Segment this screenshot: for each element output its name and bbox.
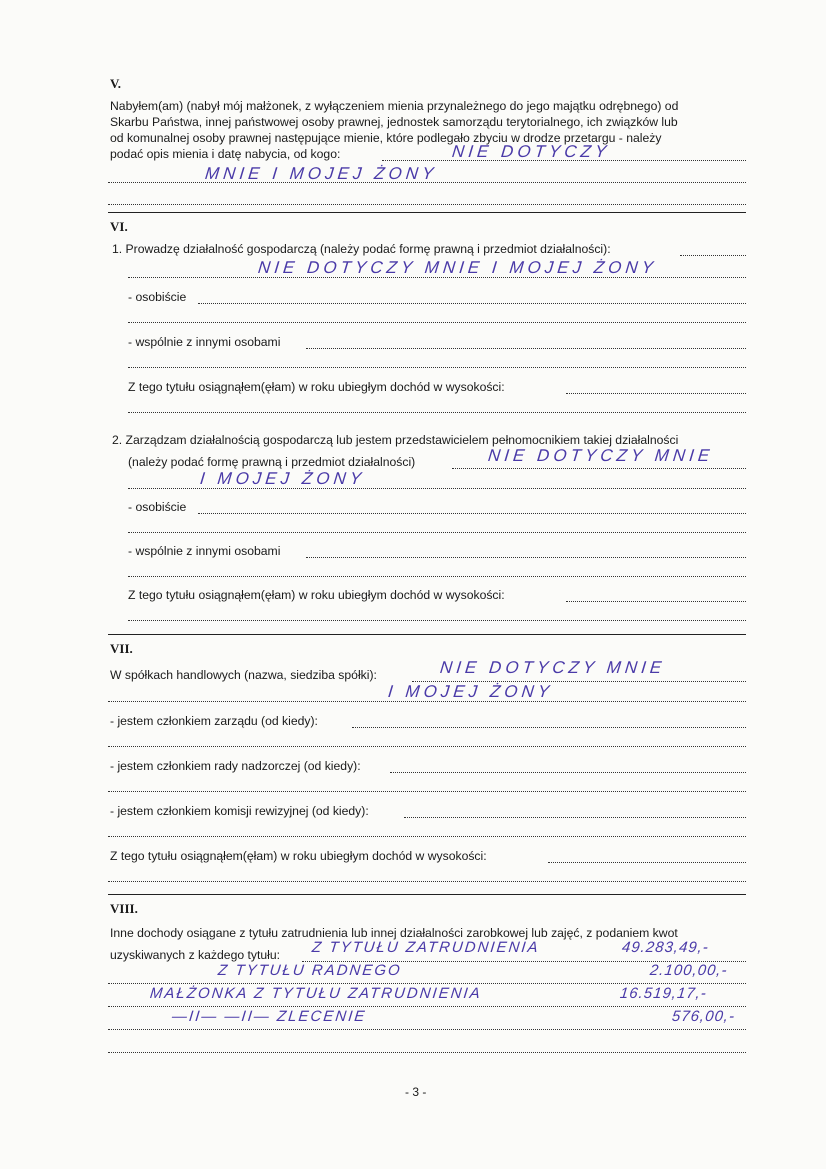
income-description: Z TYTUŁU RADNEGO — [217, 962, 403, 979]
answer-line — [352, 727, 746, 728]
section-divider — [108, 634, 746, 635]
label-income: Z tego tytułu osiągnąłem(ęłam) w roku ubiegłym dochód w wysokości: — [128, 380, 505, 394]
answer-line — [108, 791, 746, 792]
answer-line — [566, 601, 746, 602]
section-v-heading: V. — [110, 76, 121, 91]
answer-line — [198, 303, 746, 304]
section-vi-item-2-line-1: 2. Zarządzam działalnością gospodarczą lub jestem przedstawicielem pełnomocnikiem takiej działalności — [112, 433, 679, 447]
answer-line — [108, 1006, 746, 1007]
answer-line — [128, 620, 746, 621]
answer-line — [548, 862, 746, 863]
income-description: —II— —II— ZLECENIE — [171, 1008, 368, 1025]
answer-line — [108, 881, 746, 882]
label-income: Z tego tytułu osiągnąłem(ęłam) w roku ubiegłym dochód w wysokości: — [128, 588, 505, 602]
handwritten-answer: I MOJEJ ŻONY — [387, 682, 555, 701]
answer-line — [452, 468, 746, 469]
label-companies: W spółkach handlowych (nazwa, siedziba spółki): — [110, 668, 377, 682]
answer-line — [306, 557, 746, 558]
income-amount: 16.519,17,- — [619, 985, 708, 1002]
answer-line — [566, 393, 746, 394]
income-amount: 2.100,00,- — [649, 962, 729, 979]
handwritten-answer: NIE DOTYCZY MNIE — [439, 658, 667, 677]
section-viii-text-2: uzyskiwanych z każdego tytułu: — [110, 948, 281, 962]
answer-line — [108, 1052, 746, 1053]
section-v-text-3: od komunalnej osoby prawnej następujące mienie, które podlegało zbyciu w drodze przetargu - należy — [110, 131, 662, 145]
answer-line — [108, 204, 746, 205]
label-jointly: - wspólnie z innymi osobami — [128, 544, 281, 558]
income-amount: 576,00,- — [671, 1008, 736, 1025]
label-personal: - osobiście — [128, 290, 187, 304]
answer-line — [128, 412, 746, 413]
answer-line — [108, 983, 746, 984]
section-vi-heading: VI. — [110, 219, 128, 234]
label-personal: - osobiście — [128, 500, 187, 514]
label-board-member: - jestem członkiem zarządu (od kiedy): — [110, 714, 318, 728]
section-viii-heading: VIII. — [110, 901, 138, 916]
page-number: - 3 - — [405, 1085, 427, 1099]
answer-line — [128, 322, 746, 323]
answer-line — [108, 746, 746, 747]
answer-line — [128, 532, 746, 533]
answer-line — [128, 367, 746, 368]
income-description: MAŁŻONKA Z TYTUŁU ZATRUDNIENIA — [149, 985, 483, 1002]
answer-line — [306, 348, 746, 349]
answer-line — [128, 576, 746, 577]
answer-line — [108, 1029, 746, 1030]
answer-line — [198, 513, 746, 514]
section-vii-heading: VII. — [110, 641, 133, 656]
section-v-text-2: Skarbu Państwa, innej państwowej osoby prawnej, jednostek samorządu terytorialnego, ich związków lub — [110, 115, 678, 129]
section-divider — [108, 212, 746, 213]
label-jointly: - wspólnie z innymi osobami — [128, 335, 281, 349]
answer-line — [390, 772, 746, 773]
answer-line — [108, 836, 746, 837]
handwritten-answer: MNIE I MOJEJ ŻONY — [204, 164, 439, 183]
label-supervisory-board: - jestem członkiem rady nadzorczej (od kiedy): — [110, 759, 361, 773]
handwritten-answer: NIE DOTYCZY — [451, 142, 612, 161]
section-vi-item-1: 1. Prowadzę działalność gospodarczą (należy podać formę prawną i przedmiot działalności): — [112, 242, 611, 256]
answer-line — [680, 255, 746, 256]
handwritten-answer: I MOJEJ ŻONY — [199, 469, 367, 488]
income-description: Z TYTUŁU ZATRUDNIENIA — [311, 939, 541, 956]
answer-line — [404, 817, 746, 818]
section-viii-text-1: Inne dochody osiągane z tytułu zatrudnienia lub innej działalności zarobkowej lub zajęć, z podaniem kwot — [110, 926, 678, 940]
section-divider — [108, 894, 746, 895]
handwritten-answer: NIE DOTYCZY MNIE I MOJEJ ŻONY — [257, 258, 659, 277]
section-v-text-1: Nabyłem(am) (nabył mój małżonek, z wyłączeniem mienia przynależnego do jego majątku odrębnego) od — [110, 99, 679, 113]
section-vi-item-2-line-2: (należy podać formę prawną i przedmiot działalności) — [128, 455, 416, 469]
label-income: Z tego tytułu osiągnąłem(ęłam) w roku ubiegłym dochód w wysokości: — [110, 849, 487, 863]
label-audit-committee: - jestem członkiem komisji rewizyjnej (od kiedy): — [110, 804, 369, 818]
handwritten-answer: NIE DOTYCZY MNIE — [487, 446, 715, 465]
income-amount: 49.283,49,- — [621, 939, 710, 956]
section-v-text-4: podać opis mienia i datę nabycia, od kogo: — [110, 147, 341, 161]
